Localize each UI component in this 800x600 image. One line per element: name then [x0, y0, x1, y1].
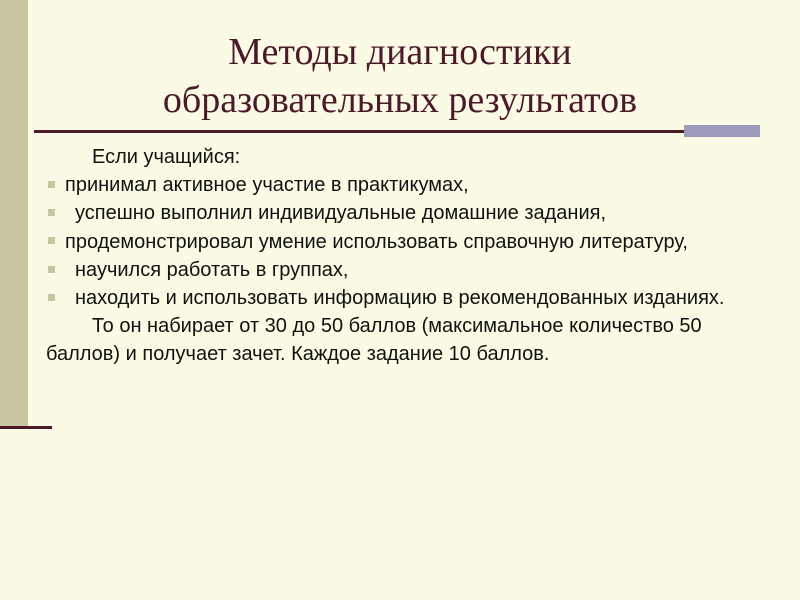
bullet-icon [48, 181, 55, 188]
list-item-text: успешно выполнил индивидуальные домашние задания, [75, 202, 607, 225]
bullet-icon [48, 237, 55, 244]
list-item-text: находить и использовать информацию в рекомендованных изданиях. [75, 287, 725, 310]
bullet-icon [48, 266, 55, 273]
list-item-text: продемонстрировал умение использовать справочную литературу, [65, 230, 688, 253]
list-item-text: принимал активное участие в практикумах, [65, 174, 469, 197]
list-item [46, 256, 746, 284]
slide-title [60, 28, 740, 124]
list-item [46, 228, 746, 256]
title-line-2: образовательных результатов [162, 79, 638, 121]
list-item-text: научился работать в группах, [75, 258, 349, 281]
left-decor-bar [0, 0, 28, 428]
title-divider-accent [684, 125, 760, 137]
title-divider [34, 130, 684, 133]
slide-body [46, 143, 746, 369]
list-item [46, 171, 746, 199]
conclusion-text: То он набирает от 30 до 50 баллов (максимальное количество 50 баллов) и получает зачет. Каждое задание 10 баллов. [46, 315, 702, 366]
list-item [46, 199, 746, 227]
title-line-1: Методы диагностики [228, 31, 572, 73]
left-decor-bar-cap [0, 426, 52, 429]
bullet-icon [48, 209, 55, 216]
list-item [46, 284, 746, 312]
intro-text: Если учащийся: [92, 146, 241, 168]
bullet-icon [48, 294, 55, 301]
